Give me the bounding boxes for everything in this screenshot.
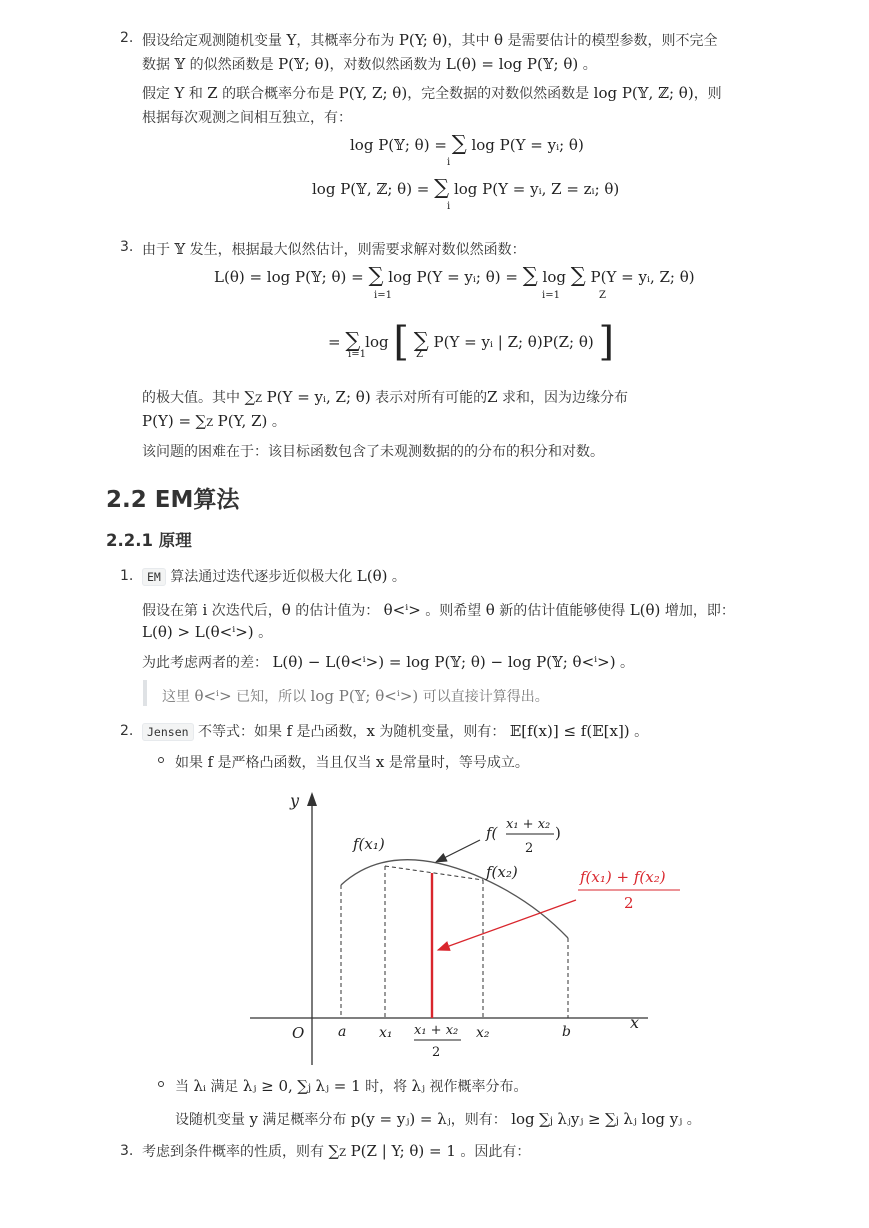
text: 这里 xyxy=(162,689,190,705)
math: Y xyxy=(174,84,185,102)
math: L(θ) xyxy=(356,567,388,585)
label-f-mid-post: ) xyxy=(555,824,561,842)
sum-symbol: ∑ xyxy=(195,412,207,430)
y-axis-label: y xyxy=(290,791,300,810)
text: 如果 xyxy=(175,755,203,771)
sum-symbol: ∑ xyxy=(451,131,467,155)
math: x xyxy=(366,722,375,740)
math: λⱼ xyxy=(411,1077,426,1095)
sum-symbol: ∑ xyxy=(570,263,586,287)
math: θ<ⁱ> xyxy=(383,601,421,619)
text: ，对数似然函数为 xyxy=(329,57,442,73)
equation-4 xyxy=(328,319,615,365)
sum-symbol: ∑ xyxy=(345,328,361,352)
eq-text: log xyxy=(542,268,566,286)
text: 满足 xyxy=(210,1079,239,1095)
p2-bullet2 xyxy=(175,1076,527,1096)
p1-line3 xyxy=(142,622,272,642)
math: Y xyxy=(286,31,297,49)
math: θ xyxy=(493,31,503,49)
text: 为随机变量，则有： xyxy=(379,724,506,740)
text: 。 xyxy=(258,625,273,641)
sum-subscript: i=1 xyxy=(374,290,392,301)
sum-symbol: ∑ xyxy=(328,1142,340,1160)
math: y xyxy=(249,1110,258,1128)
text: 和 xyxy=(188,86,203,102)
tick-mid-num: x₁ + x₂ xyxy=(414,1023,459,1038)
text: 为此考虑两者的差： xyxy=(142,655,268,671)
text: 的联合概率分布是 xyxy=(222,86,335,102)
math: P(Y = yᵢ, Z; θ) xyxy=(266,388,371,406)
math: λⱼyⱼ ≥ xyxy=(557,1110,601,1128)
tick-x2: x₂ xyxy=(476,1025,490,1041)
blockquote xyxy=(162,686,549,706)
math: L(θ) xyxy=(629,601,661,619)
section-heading: 2.2 EM算法 xyxy=(106,487,240,513)
text: 假定 xyxy=(142,86,170,102)
s2-line2 xyxy=(142,387,628,407)
equation-2 xyxy=(312,177,619,198)
sum-symbol: ∑ xyxy=(244,388,256,406)
label-f-mid-pre: f( xyxy=(486,824,498,842)
sum-subscript: j xyxy=(307,1083,312,1094)
list-number: 1. xyxy=(120,568,134,584)
text: 发生，根据最大似然估计，则需要求解对数似然函数： xyxy=(189,242,526,258)
inline-code: EM xyxy=(142,568,166,586)
sum-subscript: Z xyxy=(339,1148,347,1159)
eq-text: L(θ) = log P(𝕐; θ) = xyxy=(214,268,364,286)
text: 新的估计值能够使得 xyxy=(499,603,626,619)
sum-subscript: i xyxy=(447,157,451,168)
math: 𝕐 xyxy=(174,55,186,73)
eq-text: log P(Y = yᵢ, Z = zᵢ; θ) xyxy=(453,180,620,198)
p2-bullet2-line2 xyxy=(175,1109,701,1129)
sum-subscript: i=1 xyxy=(348,349,366,360)
eq-text: log P(Y = yᵢ; θ) = xyxy=(388,268,518,286)
sum-subscript: Z xyxy=(206,418,214,429)
text: 假设在第 xyxy=(142,603,198,619)
text: 算法通过迭代逐步近似极大化 xyxy=(170,569,353,585)
text: 求和，因为边缘分布 xyxy=(502,390,629,406)
text: ，其概率分布为 xyxy=(296,33,395,49)
list-number: 3. xyxy=(120,239,134,255)
text: 是常量时，等号成立。 xyxy=(388,755,529,771)
math: p(y = yⱼ) = λⱼ xyxy=(350,1110,451,1128)
text: 的似然函数是 xyxy=(189,57,274,73)
eq-text: P(Y = yᵢ | Z; θ)P(Z; θ) xyxy=(433,333,594,351)
sum-symbol: ∑ xyxy=(368,263,384,287)
math: P(𝕐; θ) xyxy=(278,55,330,73)
math: P(Y; θ) xyxy=(398,31,448,49)
p1-line1 xyxy=(142,566,406,586)
sum-subscript: Z xyxy=(416,349,423,360)
sum-subscript: Z xyxy=(255,394,263,405)
text: 是严格凸函数，当且仅当 xyxy=(217,755,372,771)
math: Z xyxy=(207,84,218,102)
p2-bullet1 xyxy=(175,752,529,772)
p1-line4 xyxy=(142,652,634,672)
math: λⱼ ≥ 0, xyxy=(242,1077,293,1095)
math: P(Z | Y; θ) = 1 xyxy=(350,1142,456,1160)
math: log xyxy=(511,1110,535,1128)
text: 假设给定观测随机变量 xyxy=(142,33,282,49)
math: x xyxy=(375,753,385,771)
s2-line4: 该问题的困难在于：该目标函数包含了未观测数据的的分布的积分和对数。 xyxy=(142,444,604,460)
sum-subscript: i=1 xyxy=(542,290,560,301)
s2-line1 xyxy=(142,239,526,259)
text: 视作概率分布。 xyxy=(429,1079,528,1095)
right-bracket: ] xyxy=(598,319,615,365)
origin-label: O xyxy=(292,1024,305,1042)
math: i xyxy=(202,601,208,619)
text: 的估计值为： xyxy=(295,603,380,619)
text: ，完全数据的对数似然函数是 xyxy=(407,86,590,102)
text: 满足概率分布 xyxy=(262,1112,347,1128)
text: ，其中 xyxy=(447,33,490,49)
text: 可以直接计算得出。 xyxy=(422,689,549,705)
math: L(θ) = log P(𝕐; θ) xyxy=(445,55,579,73)
math: f xyxy=(207,753,214,771)
list-number: 3. xyxy=(120,1143,134,1159)
left-bracket: [ xyxy=(393,319,409,365)
convex-curve xyxy=(341,860,568,938)
text: 设随机变量 xyxy=(175,1112,245,1128)
arrow-to-curve xyxy=(436,840,480,862)
s1-line3 xyxy=(142,83,722,103)
eq-text: log P(Y = yᵢ; θ) xyxy=(471,136,584,154)
math: θ xyxy=(281,601,291,619)
text: 是需要估计的模型参数，则不完全 xyxy=(507,33,718,49)
eq-text: log xyxy=(365,333,389,351)
text: 是凸函数， xyxy=(296,724,367,740)
label-f-mid-den: 2 xyxy=(525,841,534,856)
math: P(Y, Z) xyxy=(217,412,268,430)
p3-line1 xyxy=(142,1141,530,1161)
label-avg-den: 2 xyxy=(624,894,634,912)
label-f-x1: f(x₁) xyxy=(353,835,385,853)
text: 。 xyxy=(582,57,597,73)
s2-line3 xyxy=(142,411,286,431)
text: 的极大值。其中 xyxy=(142,390,240,406)
text: 。 xyxy=(391,569,406,585)
equation-3 xyxy=(214,265,695,286)
text: 。因此有： xyxy=(460,1144,531,1160)
text: 。 xyxy=(271,414,286,430)
sum-subscript: Z xyxy=(599,290,606,301)
inline-code: Jensen xyxy=(142,723,194,741)
text: 次迭代后， xyxy=(211,603,282,619)
math: 𝕐 xyxy=(174,240,186,258)
blockquote-bar xyxy=(143,680,147,706)
math: θ<ⁱ> xyxy=(194,687,232,705)
label-avg-num: f(x₁) + f(x₂) xyxy=(580,868,666,886)
math: log P(𝕐, ℤ; θ) xyxy=(593,84,694,102)
tick-b: b xyxy=(562,1024,571,1040)
sum-symbol: ∑ xyxy=(522,263,538,287)
s1-line4: 根据每次观测之间相互独立，有： xyxy=(142,110,352,126)
list-number: 2. xyxy=(120,723,134,739)
math: P(Y) = xyxy=(142,412,192,430)
text: 由于 xyxy=(142,242,170,258)
math: 𝔼[f(x)] ≤ f(𝔼[x]) xyxy=(509,722,630,740)
math: λⱼ = 1 xyxy=(315,1077,361,1095)
text: 时，将 xyxy=(365,1079,408,1095)
sum-symbol: ∑ xyxy=(539,1110,550,1128)
subsection-heading: 2.2.1 原理 xyxy=(106,531,192,550)
sum-symbol: ∑ xyxy=(434,175,450,199)
math: λᵢ xyxy=(193,1077,206,1095)
text: ，则 xyxy=(693,86,722,102)
tick-x1: x₁ xyxy=(379,1025,393,1041)
jensen-figure xyxy=(240,780,680,1072)
list-number: 2. xyxy=(120,30,134,46)
sum-subscript: j xyxy=(549,1116,553,1127)
math: Z xyxy=(487,388,498,406)
eq-text: log P(𝕐; θ) = xyxy=(350,136,447,154)
math: f xyxy=(286,722,293,740)
eq-text: = xyxy=(328,333,341,351)
label-f-mid-num: x₁ + x₂ xyxy=(506,817,551,832)
y-axis-arrow xyxy=(307,792,317,806)
bullet xyxy=(158,757,164,763)
text: 。 xyxy=(634,724,649,740)
text: 已知，所以 xyxy=(236,689,307,705)
tick-mid-den: 2 xyxy=(432,1045,441,1060)
tick-a: a xyxy=(338,1024,347,1040)
p2-line1 xyxy=(142,721,648,741)
math: L(θ) > L(θ<ⁱ>) xyxy=(142,623,254,641)
math: L(θ) − L(θ<ⁱ>) = log P(𝕐; θ) − log P(𝕐; θ<ⁱ>) xyxy=(272,653,616,671)
math: λⱼ log yⱼ xyxy=(623,1110,683,1128)
sum-symbol: ∑ xyxy=(297,1077,308,1095)
p1-line2 xyxy=(142,600,735,620)
text: 。则希望 xyxy=(425,603,482,619)
eq-text: log P(𝕐, ℤ; θ) = xyxy=(312,180,430,198)
math: log P(𝕐; θ<ⁱ>) xyxy=(310,687,419,705)
text: 。 xyxy=(686,1112,701,1128)
sum-subscript: i xyxy=(447,201,451,212)
text: 不等式：如果 xyxy=(198,724,282,740)
text: 表示对所有可能的 xyxy=(375,390,488,406)
sum-symbol: ∑ xyxy=(413,328,429,352)
text: 当 xyxy=(175,1079,189,1095)
math: θ xyxy=(485,601,495,619)
text: 。 xyxy=(620,655,635,671)
s1-line1 xyxy=(142,30,717,50)
bullet xyxy=(158,1081,164,1087)
eq-text: P(Y = yᵢ, Z; θ) xyxy=(590,268,695,286)
equation-1 xyxy=(350,133,584,154)
sum-subscript: j xyxy=(615,1116,619,1127)
text: 考虑到条件概率的性质，则有 xyxy=(142,1144,324,1160)
sum-symbol: ∑ xyxy=(605,1110,616,1128)
x-axis-label: x xyxy=(630,1013,640,1032)
text: 数据 xyxy=(142,57,170,73)
text: ，则有： xyxy=(450,1112,507,1128)
math: P(Y, Z; θ) xyxy=(338,84,408,102)
s1-line2 xyxy=(142,54,597,74)
text: 增加，即： xyxy=(664,603,735,619)
label-f-x2: f(x₂) xyxy=(486,863,518,881)
